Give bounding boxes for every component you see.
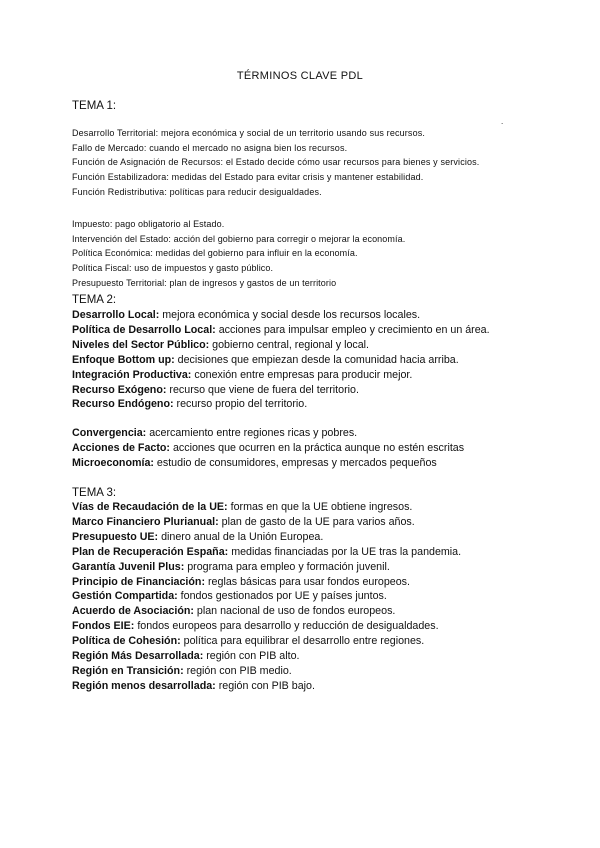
- term-name: Desarrollo Territorial:: [72, 128, 159, 138]
- term-line: [72, 664, 580, 679]
- term-definition: decisiones que empiezan desde la comunidad hacia arriba.: [174, 353, 459, 366]
- term-name: Integración Productiva:: [72, 368, 192, 381]
- term-line: [72, 338, 580, 353]
- term-name: Plan de Recuperación España:: [72, 545, 229, 558]
- term-line: [72, 545, 580, 560]
- term-line: [72, 515, 580, 530]
- term-name: Marco Financiero Plurianual:: [72, 515, 219, 528]
- term-line: [72, 232, 580, 247]
- term-name: Acciones de Facto:: [72, 441, 170, 454]
- term-line: [72, 604, 580, 619]
- term-name: Fondos EIE:: [72, 620, 135, 633]
- term-definition: acercamiento entre regiones ricas y pobres.: [146, 427, 358, 439]
- term-line: [72, 649, 580, 664]
- term-definition: plan de gasto de la UE para varios años.: [218, 515, 415, 528]
- term-line: [72, 323, 580, 338]
- term-definition: mejora económica y social desde los recursos locales.: [159, 309, 421, 321]
- tema3-list: [72, 500, 580, 694]
- term-line: [72, 426, 580, 441]
- term-definition: programa para empleo y formación juvenil.: [184, 560, 390, 573]
- tema1-group2: [72, 217, 580, 291]
- term-line: [72, 155, 580, 170]
- term-definition: conexión entre empresas para producir mejor.: [191, 368, 413, 381]
- stray-dot: .: [501, 117, 504, 126]
- term-line: [72, 441, 580, 456]
- term-line: [72, 141, 580, 156]
- term-definition: medidas financiadas por la UE tras la pandemia.: [228, 545, 462, 558]
- term-name: Desarrollo Local:: [72, 309, 160, 321]
- term-definition: medidas del Estado para evitar crisis y mantener estabilidad.: [169, 172, 424, 183]
- tema2-group1: [72, 308, 580, 412]
- term-name: Presupuesto UE:: [72, 530, 159, 543]
- term-name: Política de Desarrollo Local:: [72, 323, 216, 336]
- term-definition: cuando el mercado no asigna bien los recursos.: [146, 142, 348, 153]
- term-definition: acciones para impulsar empleo y crecimiento en un área.: [215, 323, 490, 336]
- term-line: [72, 397, 580, 412]
- term-line: [72, 170, 580, 185]
- term-name: Política Fiscal:: [72, 263, 132, 274]
- term-definition: plan de ingresos y gastos de un territorio: [166, 277, 337, 288]
- term-line: [72, 126, 580, 141]
- term-definition: políticas para reducir desigualdades.: [167, 186, 322, 197]
- term-definition: medidas del gobierno para influir en la economía.: [152, 248, 358, 259]
- term-definition: región con PIB bajo.: [215, 679, 315, 692]
- term-name: Intervención del Estado:: [72, 233, 171, 244]
- term-definition: fondos gestionados por UE y países juntos.: [177, 590, 387, 603]
- term-name: Niveles del Sector Público:: [72, 338, 210, 351]
- term-definition: reglas básicas para usar fondos europeos.: [205, 575, 410, 588]
- term-definition: mejora económica y social de un territorio usando sus recursos.: [158, 128, 426, 138]
- term-name: Gestión Compartida:: [72, 590, 178, 603]
- term-line: [72, 261, 580, 276]
- term-definition: el Estado decide cómo usar recursos para bienes y servicios.: [223, 157, 480, 168]
- term-definition: recurso propio del territorio.: [173, 398, 308, 411]
- term-line: [72, 246, 580, 261]
- tema3-heading: TEMA 3:: [72, 487, 117, 499]
- term-line: [72, 185, 580, 200]
- term-name: Recurso Endógeno:: [72, 398, 174, 411]
- term-name: Región en Transición:: [72, 664, 184, 677]
- term-definition: fondos europeos para desarrollo y reducción de desigualdades.: [134, 620, 439, 633]
- tema2-group2: [72, 426, 580, 471]
- term-definition: formas en que la UE obtiene ingresos.: [227, 501, 413, 513]
- term-definition: gobierno central, regional y local.: [209, 338, 370, 351]
- term-name: Política Económica:: [72, 248, 153, 259]
- term-line: [72, 217, 580, 232]
- tema1-heading: TEMA 1:: [72, 100, 117, 112]
- term-definition: región con PIB medio.: [183, 664, 292, 677]
- term-name: Enfoque Bottom up:: [72, 353, 175, 366]
- term-name: Función Estabilizadora:: [72, 172, 170, 183]
- term-definition: política para equilibrar el desarrollo entre regiones.: [180, 635, 425, 648]
- term-definition: región con PIB alto.: [203, 650, 300, 663]
- term-definition: plan nacional de uso de fondos europeos.: [193, 605, 396, 618]
- term-name: Presupuesto Territorial:: [72, 277, 167, 288]
- term-name: Garantía Juvenil Plus:: [72, 560, 185, 573]
- term-name: Vías de Recaudación de la UE:: [72, 501, 228, 513]
- term-line: [72, 276, 580, 291]
- term-line: [72, 679, 580, 694]
- tema1-group1: [72, 126, 580, 200]
- term-line: [72, 589, 580, 604]
- document-title: TÉRMINOS CLAVE PDL: [236, 70, 364, 82]
- term-name: Fallo de Mercado:: [72, 142, 147, 153]
- term-line: [72, 560, 580, 575]
- term-line: [72, 530, 580, 545]
- term-name: Política de Cohesión:: [72, 635, 181, 648]
- term-line: [72, 383, 580, 398]
- term-definition: dinero anual de la Unión Europea.: [158, 530, 324, 543]
- term-definition: estudio de consumidores, empresas y mercados pequeños: [153, 456, 437, 469]
- term-line: [72, 575, 580, 590]
- term-line: [72, 634, 580, 649]
- term-name: Función Redistributiva:: [72, 186, 167, 197]
- term-definition: acciones que ocurren en la práctica aunque no estén escritas: [170, 441, 465, 454]
- term-name: Región Más Desarrollada:: [72, 650, 204, 663]
- term-name: Microeconomía:: [72, 456, 154, 469]
- term-line: [72, 368, 580, 383]
- term-definition: uso de impuestos y gasto público.: [131, 263, 274, 274]
- tema2-heading: TEMA 2:: [72, 294, 117, 306]
- term-name: Región menos desarrollada:: [72, 679, 216, 692]
- term-line: [72, 619, 580, 634]
- term-name: Recurso Exógeno:: [72, 383, 167, 396]
- term-name: Acuerdo de Asociación:: [72, 605, 194, 618]
- term-definition: recurso que viene de fuera del territorio.: [166, 383, 359, 396]
- term-line: [72, 456, 580, 471]
- term-definition: pago obligatorio al Estado.: [112, 219, 225, 229]
- term-line: [72, 500, 580, 515]
- term-definition: acción del gobierno para corregir o mejorar la economía.: [170, 233, 406, 244]
- term-line: [72, 353, 580, 368]
- term-name: Función de Asignación de Recursos:: [72, 157, 224, 168]
- term-name: Impuesto:: [72, 219, 113, 229]
- term-name: Convergencia:: [72, 427, 147, 439]
- term-line: [72, 308, 580, 323]
- term-name: Principio de Financiación:: [72, 575, 206, 588]
